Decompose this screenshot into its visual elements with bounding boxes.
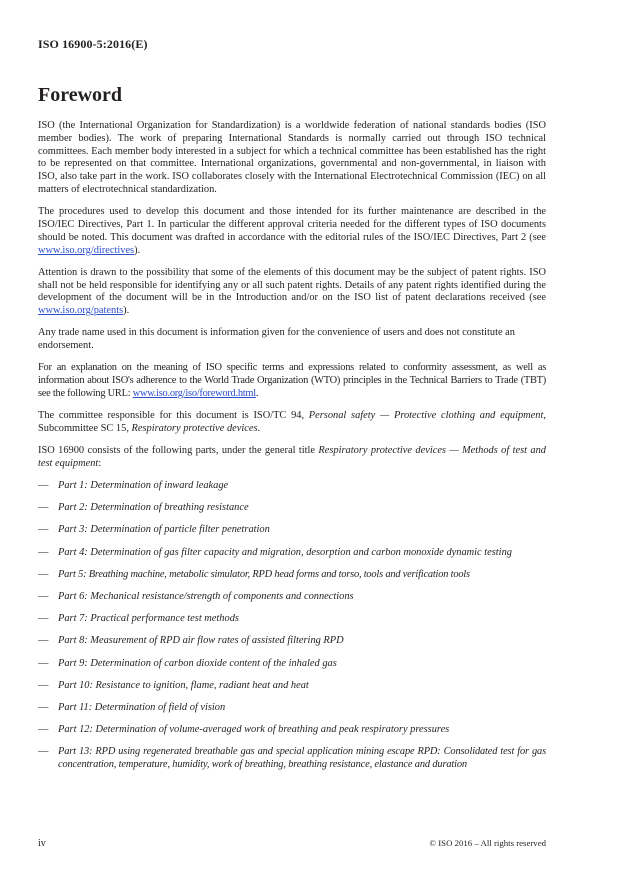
dash-bullet: — bbox=[38, 502, 49, 514]
list-item bbox=[38, 480, 546, 493]
part-title: Part 4: Determination of gas filter capacity and migration, desorption and carbon monoxide dynamic testing bbox=[58, 546, 512, 558]
list-item bbox=[38, 613, 546, 626]
page-title: Foreword bbox=[38, 84, 123, 106]
paragraph-text: . bbox=[257, 422, 261, 434]
page-number: iv bbox=[38, 838, 46, 849]
paragraph-text: The procedures used to develop this document and those intended for its further maintenance are described in the ISO/IEC Directives, Part 1. In particular the different approval criteria needed for the different types of ISO documents should be noted. This document was drafted in accordance with the editorial rules of the ISO/IEC Directives, Part 2 (see bbox=[38, 206, 546, 243]
document-id-header: ISO 16900-5:2016(E) bbox=[38, 37, 148, 51]
paragraph-text: ). bbox=[123, 305, 130, 317]
dash-bullet: — bbox=[38, 724, 49, 736]
part-title: Part 8: Measurement of RPD air flow rates of assisted filtering RPD bbox=[58, 635, 344, 647]
dash-bullet: — bbox=[38, 591, 49, 602]
part-title: Part 2: Determination of breathing resistance bbox=[58, 502, 249, 514]
dash-bullet: — bbox=[38, 635, 49, 647]
dash-bullet: — bbox=[38, 546, 49, 558]
dash-bullet: — bbox=[38, 524, 49, 536]
link-foreword[interactable]: www.iso.org/iso/foreword.html bbox=[132, 387, 256, 399]
dash-bullet: — bbox=[38, 568, 49, 580]
part-title: Part 11: Determination of field of vision bbox=[58, 701, 226, 713]
link-directives[interactable]: www.iso.org/directives bbox=[38, 244, 135, 256]
paragraph-text: , Subcommittee SC 15, bbox=[38, 410, 546, 434]
paragraph-trade-name: Any trade name used in this document is information given for the convenience of users and does not constitute an endorsement. bbox=[38, 327, 515, 352]
paragraph-text: ). bbox=[134, 244, 141, 256]
paragraph-iso-intro: ISO (the International Organization for Standardization) is a worldwide federation of national standards bodies (ISO member bodies). The work of preparing International Standards is normally carried out through ISO technical committees. Each member body interested in a subject for which a technical committee has been established has the right to be represented on that committee. International organizations, governmental and non-governmental, in liaison with ISO, also take part in the work. ISO collaborates closely with the International Electrotechnical Commission (IEC) on all matters of electrotechnical standardization. bbox=[38, 120, 546, 195]
list-item bbox=[38, 591, 546, 604]
list-item bbox=[38, 724, 546, 737]
foreword-body bbox=[38, 120, 546, 781]
list-item bbox=[38, 524, 546, 537]
part-title: Part 10: Resistance to ignition, flame, radiant heat and heat bbox=[58, 679, 309, 691]
subcommittee-title: Respiratory protective devices bbox=[131, 422, 258, 434]
paragraph-parts-intro bbox=[38, 445, 546, 471]
paragraph-text: ISO 16900 consists of the following parts, under the general title bbox=[38, 445, 319, 457]
paragraph-patents bbox=[38, 267, 546, 318]
dash-bullet: — bbox=[38, 657, 49, 669]
copyright-notice: © ISO 2016 – All rights reserved bbox=[429, 838, 546, 848]
paragraph-text: For an explanation on the meaning of ISO specific terms and expressions related to conformity assessment, as well as information about ISO's adherence to the World Trade Organization (WTO) principles in the Technical Barriers to Trade (TBT) see the following URL: bbox=[38, 362, 546, 399]
paragraph-text: . bbox=[255, 387, 259, 399]
part-title: Part 6: Mechanical resistance/strength of components and connections bbox=[58, 591, 354, 602]
dash-bullet: — bbox=[38, 701, 49, 713]
part-title: Part 1: Determination of inward leakage bbox=[58, 480, 229, 492]
list-item bbox=[38, 502, 546, 515]
part-title: Part 13: RPD using regenerated breathable gas and special application mining escape RPD: Consolidated test for gas concentration, temperature, humidity, work of breathing, breathing resistance, elastance and duration bbox=[58, 746, 546, 771]
dash-bullet: — bbox=[38, 480, 49, 492]
parts-list bbox=[38, 480, 546, 772]
paragraph-text: The committee responsible for this document is ISO/TC 94, bbox=[38, 410, 309, 422]
list-item bbox=[38, 746, 546, 772]
part-title: Part 9: Determination of carbon dioxide content of the inhaled gas bbox=[58, 657, 337, 669]
list-item bbox=[38, 658, 546, 671]
part-title: Part 7: Practical performance test methods bbox=[58, 613, 239, 625]
paragraph-text: : bbox=[98, 457, 102, 469]
dash-bullet: — bbox=[38, 679, 49, 691]
list-item bbox=[38, 702, 546, 715]
list-item bbox=[38, 547, 546, 560]
paragraph-procedures bbox=[38, 206, 546, 257]
list-item bbox=[38, 680, 546, 693]
list-item bbox=[38, 635, 546, 648]
paragraph-committee bbox=[38, 410, 546, 436]
part-title: Part 5: Breathing machine, metabolic simulator, RPD head forms and torso, tools and verification tools bbox=[58, 568, 470, 580]
committee-title: Personal safety — Protective clothing and equipment bbox=[308, 410, 544, 422]
paragraph-conformity bbox=[38, 362, 546, 400]
dash-bullet: — bbox=[38, 613, 49, 625]
dash-bullet: — bbox=[38, 746, 49, 758]
part-title: Part 3: Determination of particle filter penetration bbox=[58, 524, 270, 536]
part-title: Part 12: Determination of volume-averaged work of breathing and peak respiratory pressures bbox=[58, 724, 450, 736]
list-item bbox=[38, 569, 546, 582]
paragraph-text: Attention is drawn to the possibility that some of the elements of this document may be the subject of patent rights. ISO shall not be held responsible for identifying any or all such patent rights. Details of any patent rights identified during the development of the document will be in the Introduction and/or on the ISO list of patent declarations received (see bbox=[38, 266, 546, 304]
general-title: Respiratory protective devices — Methods of test and test equipment bbox=[38, 445, 546, 469]
link-patents[interactable]: www.iso.org/patents bbox=[38, 305, 124, 317]
